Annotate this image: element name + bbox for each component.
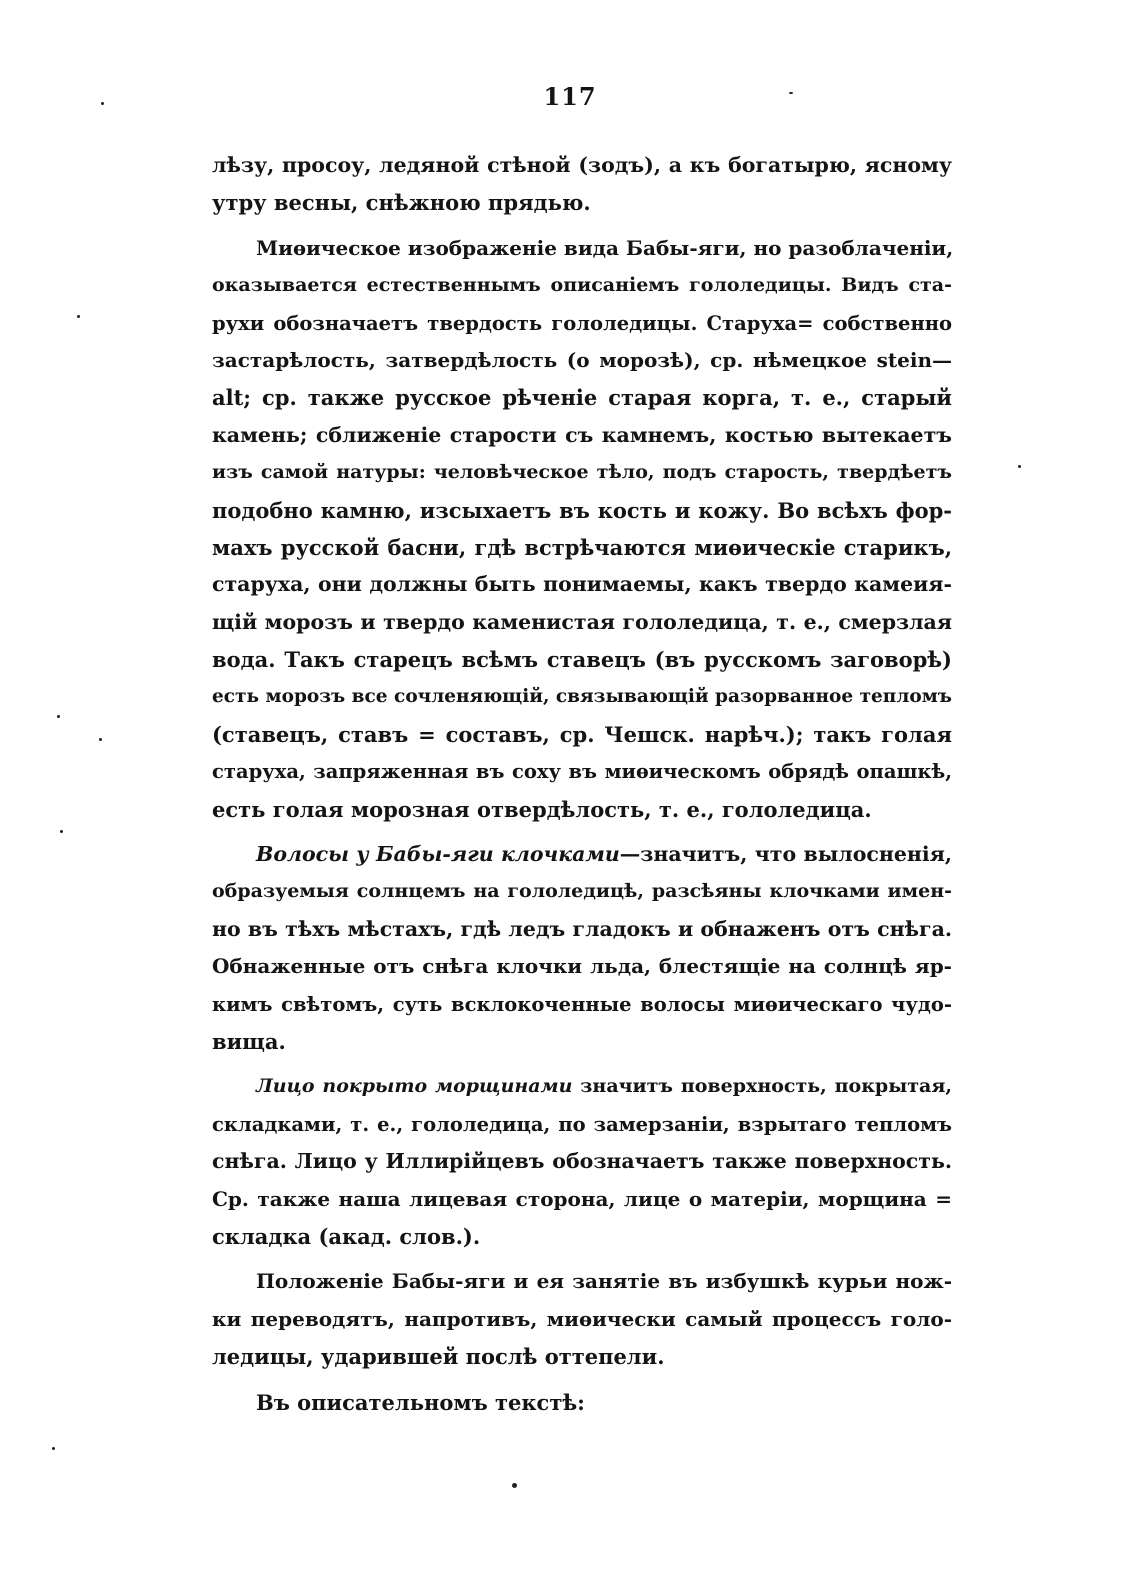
text-line: Обнаженные отъ снѣга клочки льда, блестящіе на солнцѣ яр-	[212, 954, 952, 979]
paragraph-2	[212, 230, 952, 828]
scan-speck	[101, 102, 104, 105]
scan-speck	[512, 1483, 517, 1488]
scan-speck	[60, 830, 63, 833]
text-line: старуха, они должны быть понимаемы, какъ твердо камеия-	[212, 572, 952, 597]
text-line: Ср. также наша лицевая сторона, лице о матеріи, морщина =	[212, 1186, 952, 1211]
text-line: утру весны, снѣжною прядью.	[212, 190, 591, 216]
text-line: камень; сближеніе старости съ камнемъ, костью вытекаетъ	[212, 422, 952, 447]
text-line: но въ тѣхъ мѣстахъ, гдѣ ледъ гладокъ и обнаженъ отъ снѣга.	[212, 916, 952, 941]
italic-phrase: Лицо покрыто морщинами	[256, 1075, 573, 1098]
paragraph-4	[212, 1068, 952, 1255]
text-line: Положеніе Бабы-яги и ея занятіе въ избушкѣ курьи нож-	[256, 1269, 952, 1294]
text-line	[212, 1068, 952, 1105]
text-line: (ставецъ, ставъ = составъ, ср. Чешск. нарѣч.); такъ голая	[212, 721, 952, 747]
text-line: махъ русской басни, гдѣ встрѣчаются миѳическіе старикъ,	[212, 534, 952, 560]
scan-speck	[99, 738, 102, 741]
paragraph-5	[212, 1263, 952, 1375]
italic-phrase: Волосы у Бабы-яги клочками	[256, 842, 620, 867]
paragraph-1	[212, 147, 952, 222]
text-line: образуемыя солнцемъ на гололедицѣ, разсѣяны клочками имен-	[212, 880, 952, 903]
text-line: щій морозъ и твердо каменистая гололедица, т. е., смерзлая	[212, 609, 952, 634]
paragraph-3	[212, 836, 952, 1060]
paragraph-6	[212, 1384, 952, 1421]
text-line: Въ описательномъ текстѣ:	[256, 1389, 585, 1415]
text-line: вода. Такъ старецъ всѣмъ ставецъ (въ русскомъ заговорѣ)	[212, 647, 952, 673]
body-text	[212, 147, 952, 1421]
text-line: ки переводятъ, напротивъ, миѳически самый процессъ голо-	[212, 1306, 952, 1331]
text-line: вища.	[212, 1028, 286, 1054]
scan-speck	[57, 715, 60, 718]
text-line: есть морозъ все сочленяющій, связывающій разорванное тепломъ	[212, 686, 952, 708]
text-line: Миѳическое изображеніе вида Бабы-яги, но разоблаченіи,	[256, 235, 954, 260]
text-line: складка (акад. слов.).	[212, 1223, 481, 1249]
text-line: старуха, запряженная въ соху въ миѳическомъ обрядѣ опашкѣ,	[212, 760, 952, 784]
text-line: складками, т. е., гололедица, по замерзаніи, взрытаго тепломъ	[212, 1112, 952, 1136]
text-line: снѣга. Лицо у Иллирійцевъ обозначаетъ также поверхность.	[212, 1149, 952, 1174]
text-line: застарѣлость, затвердѣлость (о морозѣ), ср. нѣмецкое stein—	[212, 347, 952, 372]
page-number: 117	[543, 82, 597, 111]
text-line	[212, 836, 952, 873]
scan-speck	[789, 92, 793, 94]
text-line: подобно камню, изсыхаетъ въ кость и кожу. Во всѣхъ фор-	[212, 497, 952, 523]
text-line: alt; ср. также русское рѣченіе старая корга, т. е., старый	[212, 385, 952, 411]
text-run: значитъ поверхность, покрытая,	[572, 1075, 952, 1098]
scan-speck	[77, 315, 80, 318]
text-line: есть голая морозная отвердѣлость, т. е., гололедица.	[212, 796, 872, 822]
text-line: лѣзу, просоу, ледяной стѣной (зодъ), а къ богатырю, ясному	[212, 153, 952, 177]
scan-speck	[1018, 465, 1021, 468]
text-line: изъ самой натуры: человѣческое тѣло, подъ старость, твердѣетъ	[212, 461, 952, 484]
text-line: кимъ свѣтомъ, суть всклокоченные волосы миѳическаго чудо-	[212, 992, 952, 1016]
text-line: оказывается естественнымъ описаніемъ гололедицы. Видъ ста-	[212, 274, 952, 297]
text-line: ледицы, ударившей послѣ оттепели.	[212, 1344, 665, 1370]
scan-speck	[52, 1447, 55, 1450]
text-run: —значитъ, что вылосненія,	[619, 842, 952, 867]
text-line: рухи обозначаетъ твердость гололедицы. Старуха= собственно	[212, 311, 952, 335]
